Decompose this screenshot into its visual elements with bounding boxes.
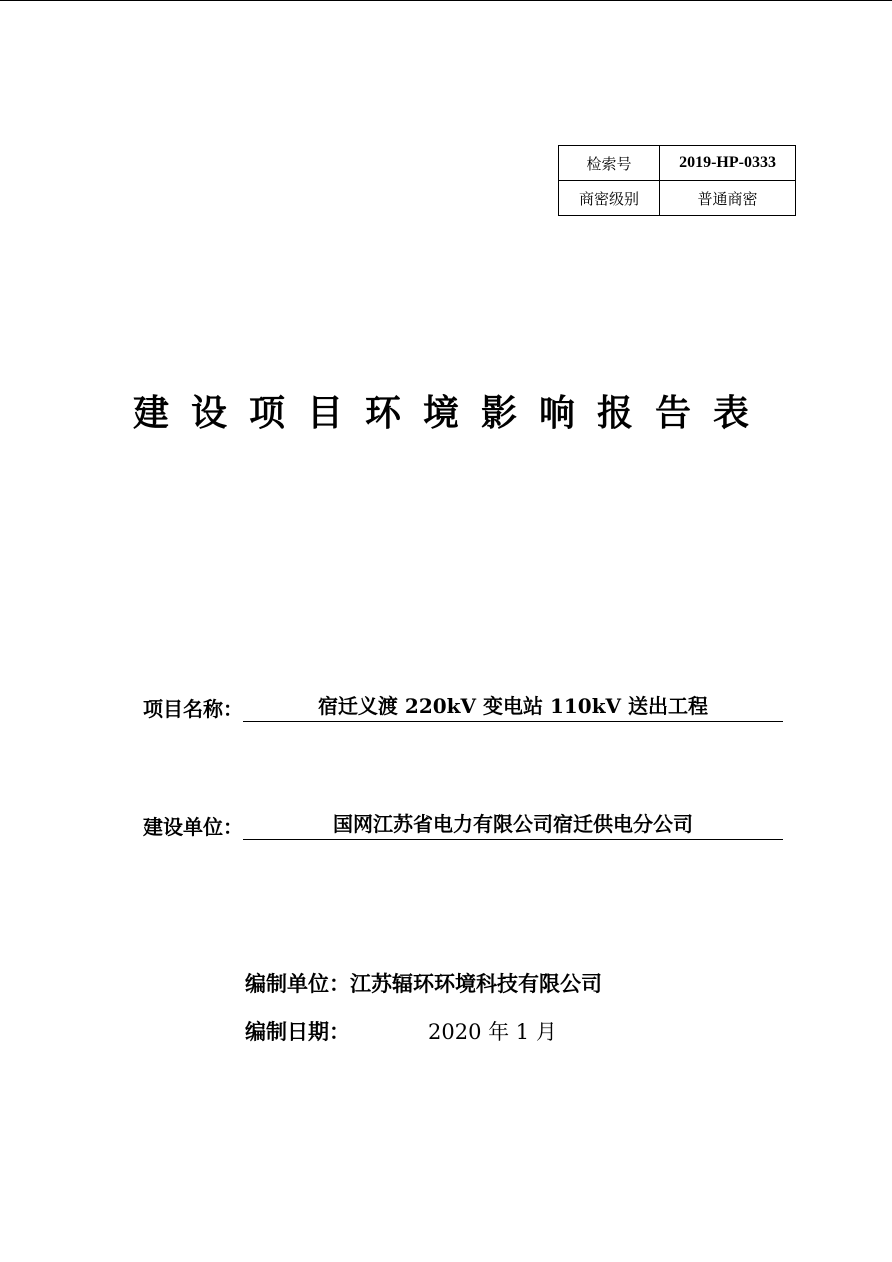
construction-unit-field xyxy=(143,808,783,840)
compiling-date-label: 编制日期： xyxy=(245,1020,350,1044)
project-name-value: 宿迁义渡 220kV 变电站 110kV 送出工程 xyxy=(243,690,783,722)
compiling-unit-label: 编制单位： xyxy=(245,972,350,996)
retrieval-number-label: 检索号 xyxy=(559,146,660,181)
retrieval-number-value: 2019-HP-0333 xyxy=(660,146,796,181)
compiling-date-line xyxy=(245,1016,557,1046)
table-row xyxy=(559,146,796,181)
construction-unit-label: 建设单位： xyxy=(143,815,243,839)
compiling-date-value: 2020 年 1 月 xyxy=(428,1020,557,1044)
top-border-line xyxy=(0,0,892,1)
compiling-unit-value: 江苏辐环环境科技有限公司 xyxy=(350,972,602,996)
confidentiality-level-label: 商密级别 xyxy=(559,181,660,216)
confidentiality-level-value: 普通商密 xyxy=(660,181,796,216)
document-title: 建设项目环境影响报告表 xyxy=(132,393,771,434)
construction-unit-value: 国网江苏省电力有限公司宿迁供电分公司 xyxy=(243,808,783,840)
project-name-field xyxy=(143,690,783,722)
document-meta-table xyxy=(558,145,796,216)
project-name-label: 项目名称： xyxy=(143,697,243,721)
compiling-unit-line xyxy=(245,968,602,998)
table-row xyxy=(559,181,796,216)
